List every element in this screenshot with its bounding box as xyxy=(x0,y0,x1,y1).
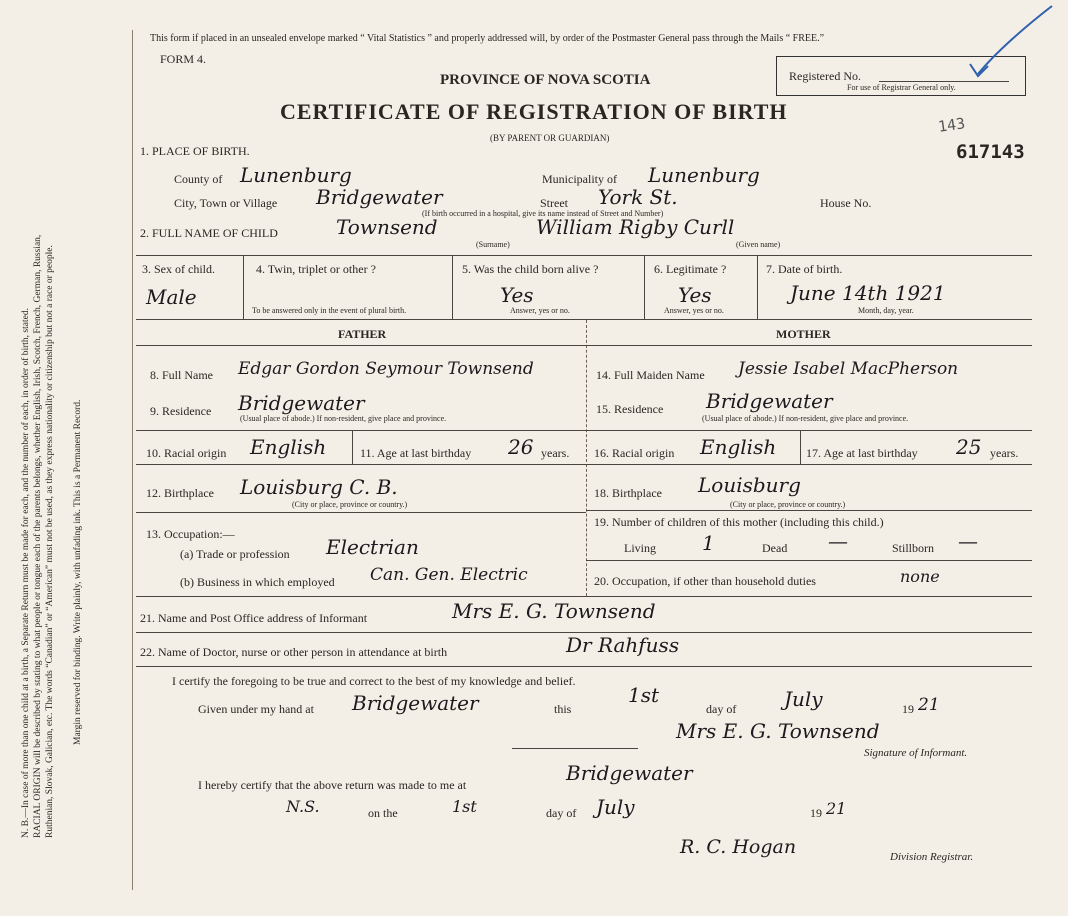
legit-label: 6. Legitimate ? xyxy=(654,262,727,276)
rule-heading xyxy=(136,345,1032,346)
given-month: July xyxy=(784,687,823,711)
street-label: Street xyxy=(540,196,568,210)
rule-mother-bp xyxy=(586,464,1032,465)
mother-age: 25 xyxy=(956,435,982,459)
children-label: 19. Number of children of this mother (including this child.) xyxy=(594,515,884,529)
rule-row-3 xyxy=(136,255,1032,256)
informant-value: Mrs E. G. Townsend xyxy=(452,599,656,623)
mother-residence-note: (Usual place of abode.) If non-resident, give place and province. xyxy=(702,414,909,423)
father-occupation-label: 13. Occupation:— xyxy=(146,527,235,541)
date-label: 7. Date of birth. xyxy=(766,262,843,276)
child-name-label: 2. FULL NAME OF CHILD xyxy=(140,226,278,240)
rule-mother-children xyxy=(586,510,1032,511)
registrar-year-prefix: 19 xyxy=(810,806,822,820)
father-birthplace-note: (City or place, province or country.) xyxy=(292,500,408,509)
father-age: 26 xyxy=(508,435,534,459)
alive-value: Yes xyxy=(500,283,534,307)
margin-rule xyxy=(132,30,133,890)
child-surname: Townsend xyxy=(336,215,438,239)
mother-residence: Bridgewater xyxy=(706,389,833,413)
doctor-value: Dr Rahfuss xyxy=(566,633,680,657)
col-div-1 xyxy=(243,255,244,319)
registrar-label: Division Registrar. xyxy=(890,851,974,863)
sex-label: 3. Sex of child. xyxy=(142,262,215,276)
registrar-month: July xyxy=(596,795,635,819)
registrar-year: 21 xyxy=(826,799,847,818)
mother-birthplace: Louisburg xyxy=(698,473,801,497)
mother-residence-label: 15. Residence xyxy=(596,402,664,416)
mother-age-label: 17. Age at last birthday xyxy=(806,446,918,460)
col-div-3 xyxy=(644,255,645,319)
mother-occupation-label: 20. Occupation, if other than household duties xyxy=(594,574,816,588)
registrar-day: 1st xyxy=(452,797,477,816)
registered-line xyxy=(879,81,1009,82)
sex-value: Male xyxy=(146,285,197,309)
registered-label: Registered No. xyxy=(789,69,861,83)
father-residence-label: 9. Residence xyxy=(150,404,212,418)
mother-heading: MOTHER xyxy=(776,327,831,341)
rule-row-parents xyxy=(136,319,1032,320)
col-div-2 xyxy=(452,255,453,319)
child-given-name: William Rigby Curll xyxy=(536,215,735,239)
rule-mother-race xyxy=(586,430,1032,431)
father-residence-note: (Usual place of abode.) If non-resident, give place and province. xyxy=(240,414,447,423)
rule-mother-occ xyxy=(586,560,1032,561)
municipality-value: Lunenburg xyxy=(648,163,760,187)
legit-note: Answer, yes or no. xyxy=(664,306,724,315)
registrar-day-prefix: N.S. xyxy=(286,797,320,816)
stillborn-label: Stillborn xyxy=(892,541,935,555)
mother-birthplace-label: 18. Birthplace xyxy=(594,486,662,500)
father-birthplace-label: 12. Birthplace xyxy=(146,486,214,500)
mother-birthplace-note: (City or place, province or country.) xyxy=(730,500,846,509)
trade-label: (a) Trade or profession xyxy=(180,547,290,561)
stamp-small-number: 143 xyxy=(936,114,967,136)
this-label: this xyxy=(554,702,572,716)
informant-signature: Mrs E. G. Townsend xyxy=(676,719,880,743)
surname-caption: (Surname) xyxy=(476,240,510,249)
dead-label: Dead xyxy=(762,541,788,555)
mother-occupation: none xyxy=(900,567,940,586)
hospital-note: (If birth occurred in a hospital, give its name instead of Street and Number) xyxy=(422,209,664,218)
rule-certify xyxy=(136,666,1032,667)
rule-informant xyxy=(136,596,1032,597)
rule-father-occ xyxy=(136,512,586,513)
place-heading: 1. PLACE OF BIRTH. xyxy=(140,144,250,158)
mother-years: years. xyxy=(990,446,1019,460)
registrar-day-of: day of xyxy=(546,806,577,820)
province-heading: PROVINCE OF NOVA SCOTIA xyxy=(440,72,651,88)
father-race: English xyxy=(250,435,327,459)
registrar-place: Bridgewater xyxy=(566,761,693,785)
on-the-label: on the xyxy=(368,806,398,820)
registrar-signature: R. C. Hogan xyxy=(680,836,797,858)
stamp-number: 617143 xyxy=(956,141,1025,163)
certificate-title: CERTIFICATE OF REGISTRATION OF BIRTH xyxy=(280,99,788,124)
given-day: 1st xyxy=(628,683,660,707)
mother-name: Jessie Isabel MacPherson xyxy=(738,359,959,379)
margin-notes xyxy=(20,78,56,838)
mother-race-div xyxy=(800,430,801,464)
legit-value: Yes xyxy=(678,283,712,307)
given-year: 21 xyxy=(918,695,940,715)
mother-name-label: 14. Full Maiden Name xyxy=(596,368,705,382)
father-name: Edgar Gordon Seymour Townsend xyxy=(238,359,534,379)
margin-line-3: Ruthenian, Slovak, Galician, etc. The words “Canadian” or “American” must not be used, as they express nationality or citizenship but not a race or people. xyxy=(45,245,55,838)
county-value: Lunenburg xyxy=(240,163,352,187)
certificate-subtitle: (BY PARENT OR GUARDIAN) xyxy=(490,133,610,143)
municipality-label: Municipality of xyxy=(542,172,617,186)
house-label: House No. xyxy=(820,196,872,210)
twin-label: 4. Twin, triplet or other ? xyxy=(256,262,376,276)
registrar-note: For use of Registrar General only. xyxy=(847,83,956,92)
col-div-4 xyxy=(757,255,758,319)
day-of-label: day of xyxy=(706,702,737,716)
business-value: Can. Gen. Electric xyxy=(370,565,528,585)
given-caption: (Given name) xyxy=(736,240,781,249)
doctor-label: 22. Name of Doctor, nurse or other person in attendance at birth xyxy=(140,645,448,659)
rule-father-race xyxy=(136,430,586,431)
father-age-label: 11. Age at last birthday xyxy=(360,446,472,460)
father-residence: Bridgewater xyxy=(238,391,365,415)
city-label: City, Town or Village xyxy=(174,196,278,210)
living-value: 1 xyxy=(702,531,715,555)
date-note: Month, day, year. xyxy=(858,306,914,315)
alive-note: Answer, yes or no. xyxy=(510,306,570,315)
given-place: Bridgewater xyxy=(352,691,479,715)
signature-label: Signature of Informant. xyxy=(864,747,968,759)
margin-line-1: N. B.—In case of more than one child at a birth, a Separate Return must be made for each, and the number of each, in order of birth, stated. xyxy=(21,308,31,838)
business-label: (b) Business in which employed xyxy=(180,575,335,589)
binding-note: Margin reserved for binding. Write plainly, with unfading ink. This is a Permanent Record. xyxy=(73,399,83,745)
county-label: County of xyxy=(174,172,223,186)
mail-note: This form if placed in an unsealed envelope marked “ Vital Statistics ” and properly addressed will, by order of the Postmaster General pass through the Mails “ FREE.” xyxy=(150,33,825,44)
margin-line-2: RACIAL ORIGIN will be described by stating to what people or tongue each of the parents belongs, whether English, Irish, Scotch, French, German, Russian, xyxy=(33,234,43,838)
stillborn-value: — xyxy=(958,529,978,553)
date-value: June 14th 1921 xyxy=(790,281,946,305)
registrar-cert-text: I hereby certify that the above return was made to me at xyxy=(198,778,467,792)
father-name-label: 8. Full Name xyxy=(150,368,213,382)
father-years: years. xyxy=(541,446,570,460)
certify-text: I certify the foregoing to be true and correct to the best of my knowledge and belief. xyxy=(172,674,576,688)
twin-note: To be answered only in the event of plural birth. xyxy=(252,306,407,315)
informant-label: 21. Name and Post Office address of Informant xyxy=(140,611,368,625)
mother-race: English xyxy=(700,435,777,459)
street-value: York St. xyxy=(598,185,678,209)
city-value: Bridgewater xyxy=(316,185,443,209)
father-race-div xyxy=(352,430,353,464)
mother-race-label: 16. Racial origin xyxy=(594,446,675,460)
given-label: Given under my hand at xyxy=(198,702,314,716)
trade-value: Electrian xyxy=(326,535,419,559)
form-number: FORM 4. xyxy=(160,52,207,66)
living-label: Living xyxy=(624,541,656,555)
parents-divider xyxy=(586,320,587,596)
given-year-prefix: 19 xyxy=(902,702,914,716)
rule-father-bp xyxy=(136,464,586,465)
rule-registrar xyxy=(512,748,638,749)
father-race-label: 10. Racial origin xyxy=(146,446,227,460)
dead-value: — xyxy=(828,529,848,553)
check-mark-icon xyxy=(966,4,1056,80)
father-heading: FATHER xyxy=(338,327,387,341)
father-birthplace: Louisburg C. B. xyxy=(240,475,398,499)
alive-label: 5. Was the child born alive ? xyxy=(462,262,599,276)
